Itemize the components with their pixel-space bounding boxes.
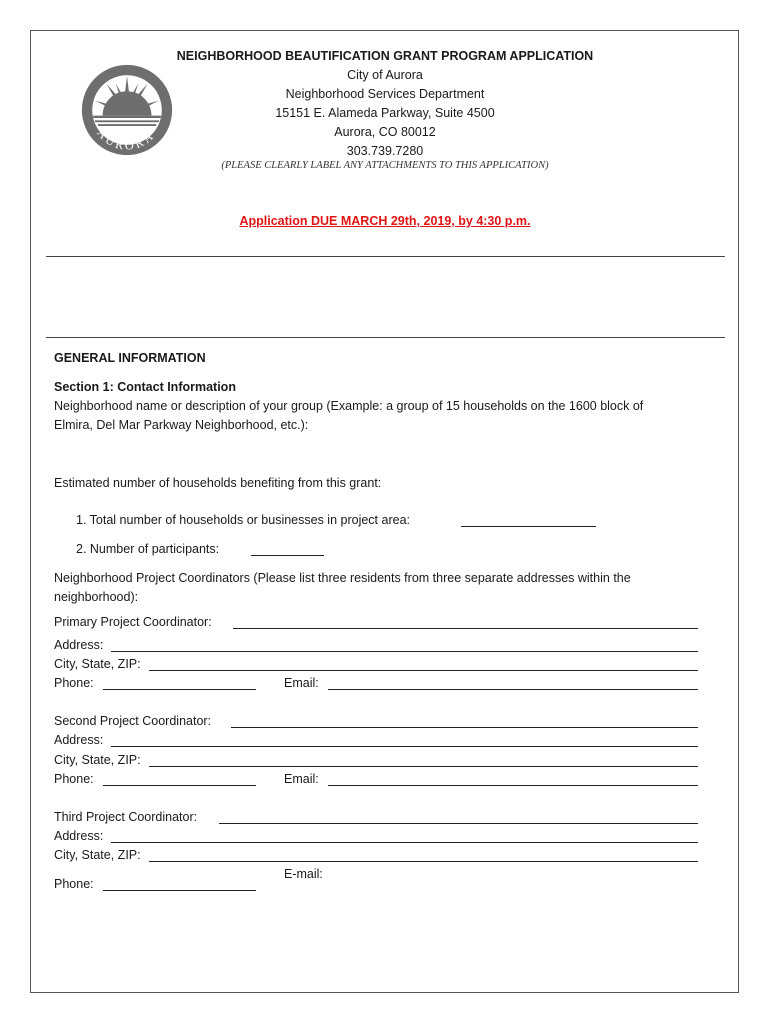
- coordinators-question-line2: neighborhood):: [54, 590, 139, 604]
- primary-city-field[interactable]: [149, 670, 698, 671]
- org-address-line1: 15151 E. Alameda Parkway, Suite 4500: [275, 106, 495, 120]
- total-households-label: 1. Total number of households or businesses in project area:: [76, 513, 410, 527]
- neighborhood-question-line1: Neighborhood name or description of your group (Example: a group of 15 households on the 1600 block of: [54, 399, 644, 413]
- attachment-note: (PLEASE CLEARLY LABEL ANY ATTACHMENTS TO THIS APPLICATION): [221, 160, 549, 171]
- second-city-field[interactable]: [149, 766, 698, 767]
- due-date-notice: Application DUE MARCH 29th, 2019, by 4:30 p.m.: [239, 214, 531, 228]
- primary-phone-label: Phone:: [54, 676, 94, 690]
- second-city-label: City, State, ZIP:: [54, 753, 141, 767]
- second-email-field[interactable]: [328, 785, 698, 786]
- section1-heading: Section 1: Contact Information: [54, 380, 236, 394]
- third-address-label: Address:: [54, 829, 104, 843]
- general-info-heading: GENERAL INFORMATION: [54, 351, 206, 365]
- divider-top: [46, 256, 725, 257]
- org-name: City of Aurora: [347, 68, 423, 82]
- primary-phone-field[interactable]: [103, 689, 256, 690]
- primary-city-label: City, State, ZIP:: [54, 657, 141, 671]
- neighborhood-question-line2: Elmira, Del Mar Parkway Neighborhood, etc.):: [54, 418, 309, 432]
- second-coordinator-field[interactable]: [231, 727, 698, 728]
- second-address-field[interactable]: [111, 746, 698, 747]
- primary-coordinator-label: Primary Project Coordinator:: [54, 615, 212, 629]
- dept-name: Neighborhood Services Department: [285, 87, 485, 101]
- third-email-label: E-mail:: [284, 867, 323, 881]
- org-address-line2: Aurora, CO 80012: [334, 125, 436, 139]
- org-phone: 303.739.7280: [346, 144, 424, 158]
- third-city-label: City, State, ZIP:: [54, 848, 141, 862]
- form-title: NEIGHBORHOOD BEAUTIFICATION GRANT PROGRAM APPLICATION: [176, 49, 594, 63]
- primary-address-field[interactable]: [111, 651, 698, 652]
- second-email-label: Email:: [284, 772, 319, 786]
- second-phone-field[interactable]: [103, 785, 256, 786]
- third-phone-field[interactable]: [103, 890, 256, 891]
- participants-field[interactable]: [251, 555, 324, 556]
- second-coordinator-label: Second Project Coordinator:: [54, 714, 212, 728]
- primary-email-label: Email:: [284, 676, 319, 690]
- third-phone-label: Phone:: [54, 877, 94, 891]
- participants-label: 2. Number of participants:: [76, 542, 220, 556]
- primary-address-label: Address:: [54, 638, 104, 652]
- primary-email-field[interactable]: [328, 689, 698, 690]
- third-address-field[interactable]: [111, 842, 698, 843]
- third-city-field[interactable]: [149, 861, 698, 862]
- divider-bottom: [46, 337, 725, 338]
- third-coordinator-label: Third Project Coordinator:: [54, 810, 198, 824]
- second-phone-label: Phone:: [54, 772, 94, 786]
- total-households-field[interactable]: [461, 526, 596, 527]
- households-question: Estimated number of households benefiting from this grant:: [54, 476, 382, 490]
- logo-text: AURORA: [94, 125, 158, 153]
- coordinators-question-line1: Neighborhood Project Coordinators (Please list three residents from three separate addresses within the: [54, 571, 631, 585]
- third-coordinator-field[interactable]: [219, 823, 698, 824]
- second-address-label: Address:: [54, 733, 104, 747]
- primary-coordinator-field[interactable]: [233, 628, 698, 629]
